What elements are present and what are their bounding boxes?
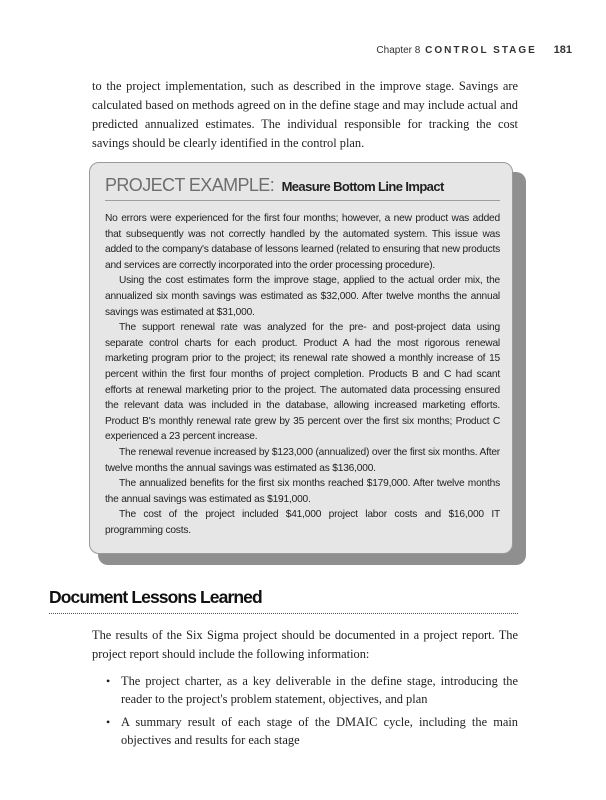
chapter-label: Chapter 8 — [376, 45, 421, 56]
example-paragraph: The support renewal rate was analyzed for the pre- and post-project data using separate control charts for each product. Product A had the most rigorous renewal marketing program prior to the project; its renewal rate showed a monthly increase of 15 percent within the first four months of project completion. Products B and C had scant efforts at renewal marketing prior to the project. The automated data processing ensured the relevant data was included in the database, allowing increased marketing efforts. Product B's monthly renewal rate grew by 35 percent over the first six months; Product C experienced a 23 percent increase. — [105, 322, 500, 443]
section-paragraph: The results of the Six Sigma project should be documented in a project report. The project report should include the following information: — [92, 628, 518, 661]
example-topic: Measure Bottom Line Impact — [281, 179, 444, 194]
running-head — [376, 44, 572, 56]
example-label: PROJECT EXAMPLE: — [105, 175, 275, 195]
example-paragraph: The annualized benefits for the first six months reached $179,000. After twelve months the annual savings was estimated as $191,000. — [105, 478, 500, 505]
example-paragraph: No errors were experienced for the first four months; however, a new product was added that subsequently was not correctly handled by the automated system. This issue was added to the company's database of lessons learned (related to ensuring that new products and services are correctly incorporated into the order processing procedure). — [105, 213, 500, 271]
page-number: 181 — [553, 44, 572, 56]
project-example-box — [89, 162, 513, 554]
intro-paragraph: to the project implementation, such as described in the improve stage. Savings are calculated based on methods agreed on in the define stage and may include actual and predicted annualized estimates. The individual responsible for tracking the cost savings should be clearly identified in the control plan. — [92, 79, 518, 150]
example-paragraph: The cost of the project included $41,000 project labor costs and $16,000 IT programming costs. — [105, 509, 500, 536]
example-paragraph: The renewal revenue increased by $123,000 (annualized) over the first six months. After twelve months the annual savings was estimated as $136,000. — [105, 446, 500, 474]
bullet-icon: • — [106, 674, 111, 688]
bullet-list — [92, 672, 518, 754]
list-item — [92, 672, 518, 708]
example-box-body — [105, 211, 500, 538]
chapter-title: CONTROL STAGE — [425, 45, 537, 56]
example-box-heading — [105, 175, 500, 201]
bullet-icon: • — [106, 715, 111, 729]
list-item-text: A summary result of each stage of the DMAIC cycle, including the main objectives and results for each stage — [121, 715, 518, 747]
example-paragraph: Using the cost estimates form the improve stage, applied to the actual order mix, the annualized six month savings was estimated as $32,000. After twelve months the annual savings was estimated at $31,000. — [105, 275, 500, 318]
list-item — [92, 713, 518, 749]
list-item-text: The project charter, as a key deliverable in the define stage, introducing the reader to the project's problem statement, objectives, and plan — [121, 674, 518, 706]
section-heading: Document Lessons Learned — [49, 587, 518, 614]
